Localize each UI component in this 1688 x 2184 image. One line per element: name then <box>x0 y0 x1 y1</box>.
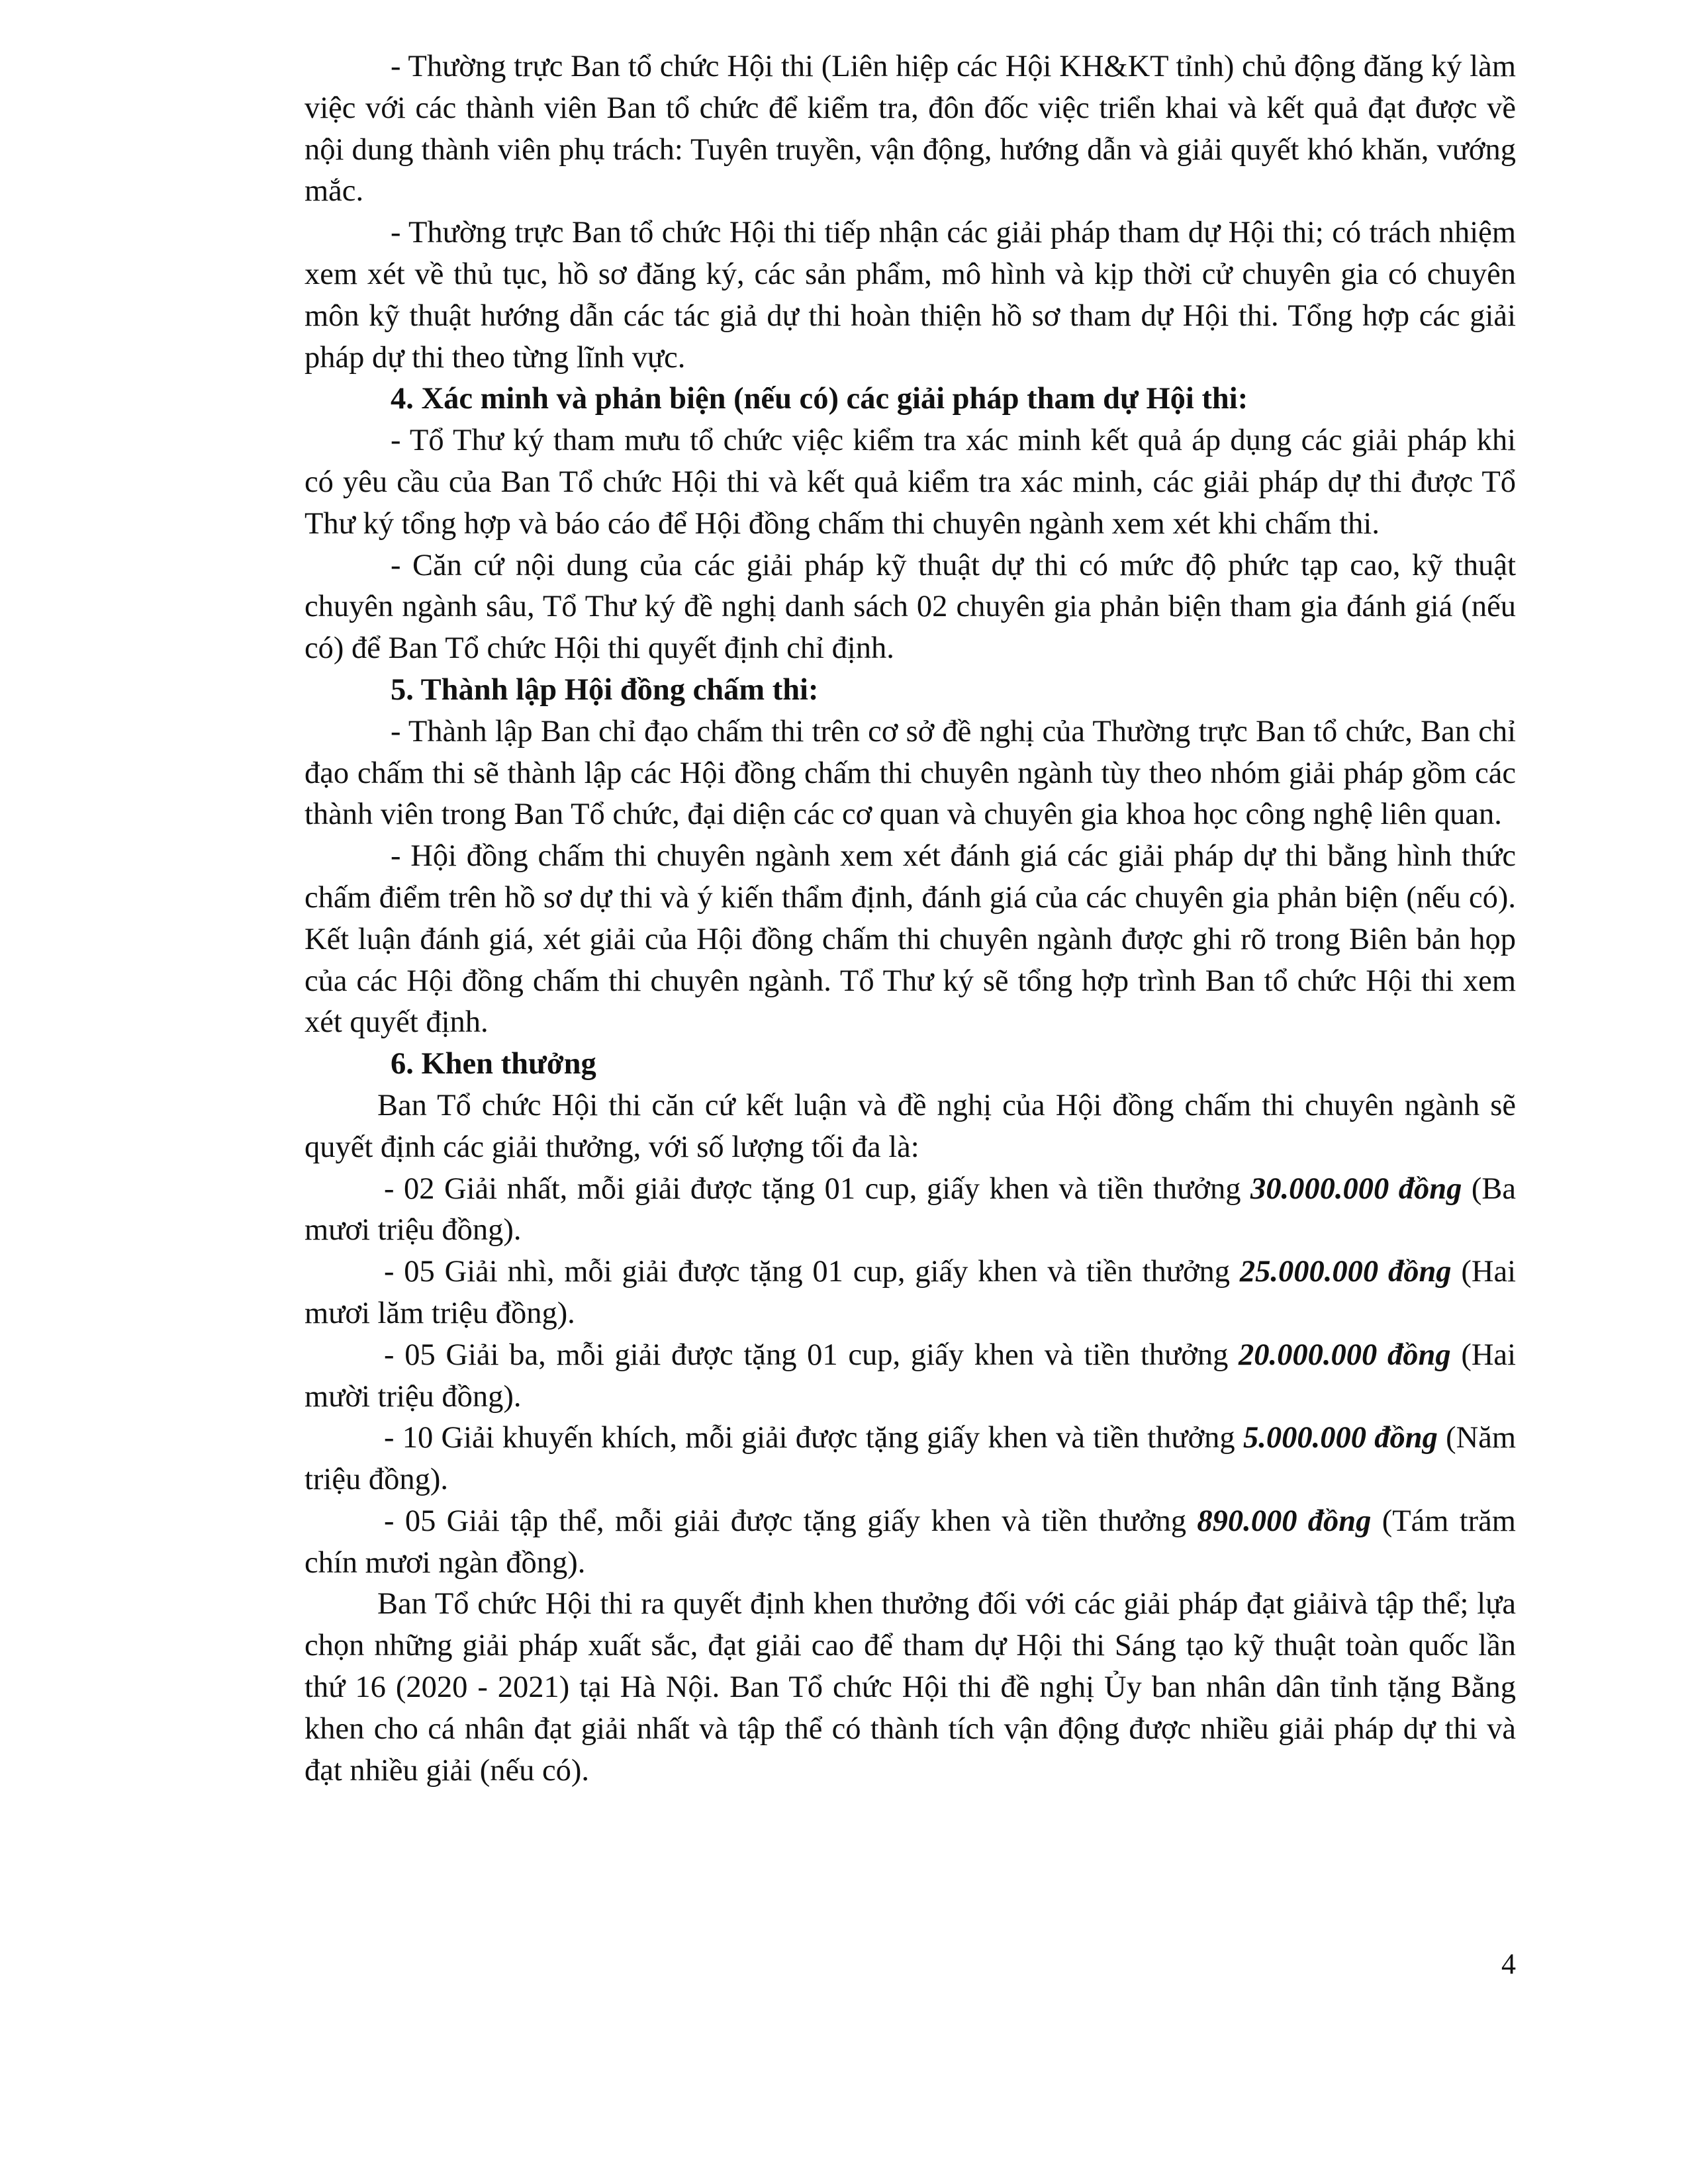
section-4-heading: 4. Xác minh và phản biện (nếu có) các giải pháp tham dự Hội thi: <box>391 382 1248 416</box>
prize-item-collective <box>305 1501 1516 1584</box>
section-5-paragraph-evaluation: - Hội đồng chấm thi chuyên ngành xem xét đánh giá các giải pháp dự thi bằng hình thức chấm điểm trên hồ sơ dự thi và ý kiến thẩm định, đánh giá của các chuyên gia phản biện (nếu có). Kết luận đánh giá, xét giải của Hội đồng chấm thi chuyên ngành được ghi rõ trong Biên bản họp của các Hội đồng chấm thi chuyên ngành. Tổ Thư ký sẽ tổng hợp trình Ban tổ chức Hội thi xem xét quyết định. <box>305 839 1516 1040</box>
prize-text: - 10 Giải khuyến khích, mỗi giải được tặng giấy khen và tiền thưởng <box>384 1421 1243 1455</box>
section-4-paragraph-verification: - Tổ Thư ký tham mưu tổ chức việc kiểm tra xác minh kết quả áp dụng các giải pháp khi có yêu cầu của Ban Tổ chức Hội thi và kết quả kiểm tra xác minh, các giải pháp dự thi được Tổ Thư ký tổng hợp và báo cáo để Hội đồng chấm thi chuyên ngành xem xét khi chấm thi. <box>305 424 1516 541</box>
prize-text: - 05 Giải nhì, mỗi giải được tặng 01 cup, giấy khen và tiền thưởng <box>384 1255 1240 1289</box>
paragraph-receive-solutions: - Thường trực Ban tổ chức Hội thi tiếp nhận các giải pháp tham dự Hội thi; có trách nhiệm xem xét về thủ tục, hồ sơ đăng ký, các sản phẩm, mô hình và kịp thời cử chuyên gia có chuyên môn kỹ thuật hướng dẫn các tác giả dự thi hoàn thiện hồ sơ tham dự Hội thi. Tổng hợp các giải pháp dự thi theo từng lĩnh vực. <box>305 216 1516 375</box>
prize-amount: 20.000.000 đồng <box>1239 1338 1451 1372</box>
paragraph-standing-committee-duties: - Thường trực Ban tổ chức Hội thi (Liên hiệp các Hội KH&KT tỉnh) chủ động đăng ký làm việc với các thành viên Ban tổ chức để kiểm tra, đôn đốc việc triển khai và kết quả đạt được về nội dung thành viên phụ trách: Tuyên truyền, vận động, hướng dẫn và giải quyết khó khăn, vướng mắc. <box>305 50 1516 208</box>
prize-note: (Ba mươi triệu đồng). <box>305 1171 1516 1248</box>
prize-amount: 5.000.000 đồng <box>1243 1421 1438 1455</box>
section-5-paragraph-steering-board: - Thành lập Ban chỉ đạo chấm thi trên cơ sở đề nghị của Thường trực Ban tổ chức, Ban chỉ đạo chấm thi sẽ thành lập các Hội đồng chấm thi chuyên ngành tùy theo nhóm giải pháp gồm các thành viên trong Ban Tổ chức, đại diện các cơ quan và chuyên gia khoa học công nghệ liên quan. <box>305 714 1516 832</box>
prize-note: (Tám trăm chín mươi ngàn đồng). <box>305 1504 1516 1580</box>
prize-amount: 30.000.000 đồng <box>1250 1171 1462 1206</box>
section-6-closing: Ban Tổ chức Hội thi ra quyết định khen thưởng đối với các giải pháp đạt giảivà tập thể; lựa chọn những giải pháp xuất sắc, đạt giải cao để tham dự Hội thi Sáng tạo kỹ thuật toàn quốc lần thứ 16 (2020 - 2021) tại Hà Nội. Ban Tổ chức Hội thi đề nghị Ủy ban nhân dân tỉnh tặng Bằng khen cho cá nhân đạt giải nhất và tập thể có thành tích vận động được nhiều giải pháp dự thi và đạt nhiều giải (nếu có). <box>305 1587 1516 1788</box>
prize-amount: 890.000 đồng <box>1197 1504 1372 1538</box>
section-5-heading: 5. Thành lập Hội đồng chấm thi: <box>391 672 819 707</box>
page-number: 4 <box>1501 1948 1516 1980</box>
prize-item-encouragement <box>305 1418 1516 1501</box>
prize-text: - 05 Giải ba, mỗi giải được tặng 01 cup, giấy khen và tiền thưởng <box>384 1338 1239 1372</box>
prize-note: (Hai mươi lăm triệu đồng). <box>305 1255 1516 1330</box>
prize-note: (Hai mười triệu đồng). <box>305 1338 1516 1414</box>
section-6-intro: Ban Tổ chức Hội thi căn cứ kết luận và đề nghị của Hội đồng chấm thi chuyên ngành sẽ quyết định các giải thưởng, với số lượng tối đa là: <box>305 1088 1516 1164</box>
prize-note: (Năm triệu đồng). <box>305 1421 1517 1497</box>
prize-item-first <box>305 1169 1516 1252</box>
prize-text: - 05 Giải tập thể, mỗi giải được tặng giấy khen và tiền thưởng <box>384 1504 1197 1538</box>
section-4-paragraph-reviewers: - Căn cứ nội dung của các giải pháp kỹ thuật dự thi có mức độ phức tạp cao, kỹ thuật chuyên ngành sâu, Tổ Thư ký đề nghị danh sách 02 chuyên gia phản biện tham gia đánh giá (nếu có) để Ban Tổ chức Hội thi quyết định chỉ định. <box>305 548 1516 666</box>
document-page <box>305 46 1516 1792</box>
prize-text: - 02 Giải nhất, mỗi giải được tặng 01 cup, giấy khen và tiền thưởng <box>384 1171 1250 1206</box>
prize-item-third <box>305 1335 1516 1418</box>
prize-item-second <box>305 1251 1516 1335</box>
section-6-heading: 6. Khen thưởng <box>391 1047 596 1081</box>
prize-amount: 25.000.000 đồng <box>1239 1255 1452 1289</box>
